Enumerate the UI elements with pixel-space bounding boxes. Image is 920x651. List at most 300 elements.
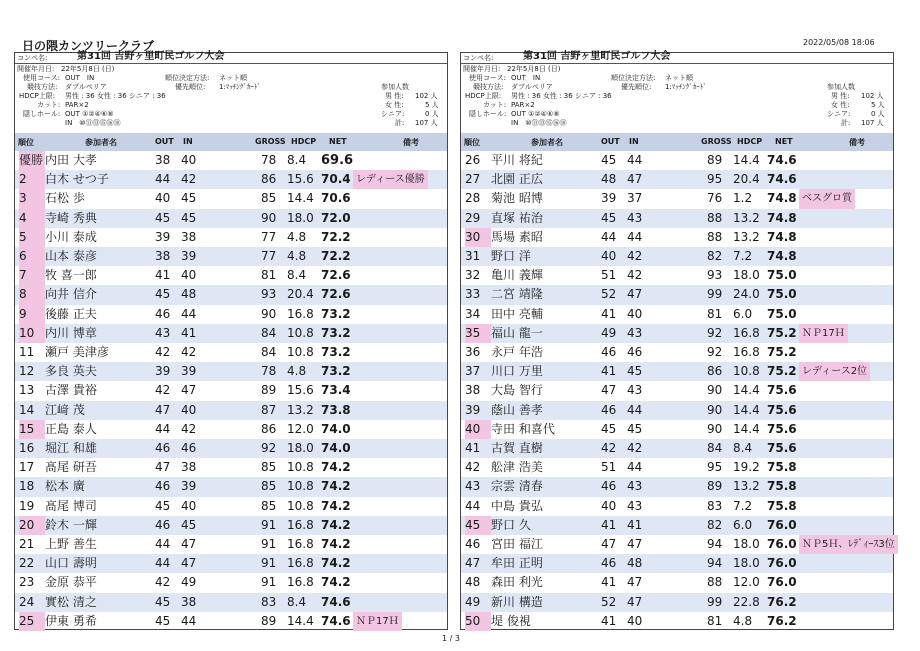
rank-cell: 13 xyxy=(19,383,35,398)
out-cell: 51 xyxy=(601,268,617,283)
hdcp-cell: 19.2 xyxy=(733,460,760,475)
name-cell: 後藤 正夫 xyxy=(45,306,97,321)
total-label: 計: xyxy=(841,119,851,127)
table-row xyxy=(15,401,447,420)
out-cell: 45 xyxy=(155,498,171,513)
table-row xyxy=(461,612,893,631)
rank-cell: 45 xyxy=(465,516,491,535)
net-cell: 75.2 xyxy=(767,364,797,379)
table-row xyxy=(15,362,447,381)
hdcp-cell: 13.2 xyxy=(287,402,314,417)
net-cell: 75.8 xyxy=(767,460,797,475)
competition-info xyxy=(461,53,893,133)
name-cell: 野口 洋 xyxy=(491,249,531,263)
format-value: ダブルペリア xyxy=(65,83,107,91)
out-cell: 45 xyxy=(601,153,617,167)
name-cell: 大島 智行 xyxy=(491,383,543,398)
table-row xyxy=(15,189,447,208)
net-cell: 73.2 xyxy=(321,306,351,321)
col-rank: 順位 xyxy=(464,138,480,147)
gross-cell: 86 xyxy=(707,364,723,379)
divider xyxy=(15,63,447,64)
net-cell: 74.0 xyxy=(321,441,351,455)
out-cell: 47 xyxy=(601,383,617,398)
table-row xyxy=(15,593,447,612)
table-row xyxy=(15,497,447,516)
hidden-out: OUT ①②④⑥⑧ xyxy=(65,110,114,118)
in-cell: 48 xyxy=(627,556,643,571)
table-row xyxy=(15,343,447,362)
out-cell: 46 xyxy=(601,479,617,494)
hdcp-cell: 16.8 xyxy=(287,306,314,321)
results-panel-right xyxy=(460,52,894,630)
hdcp-cell: 8.4 xyxy=(287,594,307,609)
net-cell: 74.2 xyxy=(321,479,351,494)
in-cell: 43 xyxy=(627,210,643,225)
table-row xyxy=(461,305,893,324)
rank-cell: 39 xyxy=(465,402,481,417)
hdcp-cell: 14.4 xyxy=(733,421,760,436)
rank-cell: 15 xyxy=(19,420,45,439)
table-header xyxy=(15,133,447,151)
net-cell: 75.8 xyxy=(767,479,797,494)
gross-cell: 92 xyxy=(261,441,277,455)
in-cell: 47 xyxy=(627,537,643,551)
table-row xyxy=(15,420,447,439)
col-name: 参加者名 xyxy=(85,138,117,147)
out-cell: 45 xyxy=(155,210,171,225)
table-row xyxy=(461,247,893,266)
in-cell: 40 xyxy=(181,153,197,167)
name-cell: 向井 信介 xyxy=(45,287,97,302)
out-cell: 44 xyxy=(155,172,171,187)
hdcp-cell: 16.8 xyxy=(287,537,314,551)
male-count: 102 人 xyxy=(861,92,884,100)
rank-cell: 10 xyxy=(19,324,45,343)
net-cell: 73.8 xyxy=(321,402,351,417)
name-cell: 中島 貴弘 xyxy=(491,498,543,513)
in-cell: 46 xyxy=(627,345,643,359)
hdcp-cell: 18.0 xyxy=(287,441,314,455)
out-cell: 46 xyxy=(155,479,171,494)
gross-cell: 88 xyxy=(707,229,723,244)
event-date: 22年5月8日 (日) xyxy=(507,65,561,73)
hdcp-cell: 18.0 xyxy=(733,268,760,283)
col-net: NET xyxy=(329,137,347,146)
hdcp-cell: 16.8 xyxy=(287,556,314,571)
gross-cell: 90 xyxy=(707,383,723,398)
net-cell: 75.0 xyxy=(767,306,797,321)
in-cell: 47 xyxy=(181,537,197,551)
out-cell: 40 xyxy=(155,191,171,206)
hdcp-label: HDCP上限: xyxy=(465,92,502,100)
net-cell: 69.6 xyxy=(321,153,354,168)
table-row xyxy=(15,324,447,343)
gross-cell: 86 xyxy=(261,421,277,436)
table-row xyxy=(461,458,893,477)
net-cell: 74.8 xyxy=(767,191,797,206)
name-cell: 田中 亮輔 xyxy=(491,306,543,321)
course-label: 使用コース: xyxy=(23,74,61,82)
female-label: 女 性: xyxy=(831,101,850,109)
rank-cell: 34 xyxy=(465,306,481,321)
hdcp-cell: 20.4 xyxy=(287,287,314,302)
gross-cell: 95 xyxy=(707,172,723,187)
rank-cell: 23 xyxy=(19,575,35,590)
net-cell: 74.8 xyxy=(767,249,797,263)
name-cell: 瀬戸 美津彦 xyxy=(45,345,109,359)
in-cell: 45 xyxy=(181,191,197,206)
male-label: 男 性: xyxy=(831,92,850,100)
gross-cell: 94 xyxy=(707,537,723,551)
net-cell: 74.2 xyxy=(321,537,351,551)
net-cell: 75.2 xyxy=(767,345,797,359)
hdcp-cell: 18.0 xyxy=(287,210,314,225)
rank-cell: 41 xyxy=(465,441,481,455)
in-cell: 44 xyxy=(627,229,643,244)
gross-cell: 77 xyxy=(261,229,277,244)
name-cell: 宮田 福江 xyxy=(491,537,543,551)
out-cell: 47 xyxy=(155,460,171,475)
table-row xyxy=(461,228,893,247)
rank-cell: 6 xyxy=(19,247,45,266)
gross-cell: 84 xyxy=(261,325,277,340)
in-cell: 42 xyxy=(181,172,197,187)
col-rank: 順位 xyxy=(18,138,34,147)
gross-cell: 91 xyxy=(261,517,277,532)
hdcp-cell: 7.2 xyxy=(733,498,753,513)
rank-cell: 46 xyxy=(465,537,481,551)
out-cell: 41 xyxy=(601,364,617,379)
col-hdcp: HDCP xyxy=(291,137,317,146)
table-row xyxy=(15,151,447,170)
gross-cell: 82 xyxy=(707,517,723,532)
net-cell: 75.6 xyxy=(767,421,797,436)
remarks-cell: ＮＰ17Ｈ xyxy=(353,612,402,631)
out-cell: 39 xyxy=(601,191,617,206)
in-cell: 49 xyxy=(181,575,197,590)
comp-name: 第31回 吉野ヶ里町民ゴルフ大会 xyxy=(77,51,225,62)
senior-count: 0 人 xyxy=(871,110,885,118)
net-cell: 72.6 xyxy=(321,268,351,283)
gross-cell: 85 xyxy=(261,460,277,475)
participants-label: 参加人数 xyxy=(827,83,855,91)
gross-cell: 85 xyxy=(261,191,277,206)
gross-cell: 85 xyxy=(261,479,277,494)
gross-cell: 99 xyxy=(707,594,723,609)
name-cell: 古賀 直樹 xyxy=(491,441,543,455)
hdcp-value: 男性 : 36 女性 : 36 シニア : 36 xyxy=(511,92,612,100)
hdcp-cell: 16.8 xyxy=(287,517,314,532)
hdcp-cell: 14.4 xyxy=(733,383,760,398)
senior-label: シニア: xyxy=(827,110,851,118)
club-name: 日の隈カンツリークラブ xyxy=(22,39,155,53)
gross-cell: 91 xyxy=(261,537,277,551)
table-row xyxy=(461,151,893,170)
rank-cell: 8 xyxy=(19,285,45,304)
female-label: 女 性: xyxy=(385,101,404,109)
out-cell: 40 xyxy=(601,498,617,513)
out-cell: 44 xyxy=(601,229,617,244)
total-label: 計: xyxy=(395,119,405,127)
participants-label: 参加人数 xyxy=(381,83,409,91)
rank-cell: 42 xyxy=(465,460,481,475)
col-hdcp: HDCP xyxy=(737,137,763,146)
hdcp-cell: 10.8 xyxy=(733,364,760,379)
hdcp-cell: 18.0 xyxy=(733,537,760,551)
net-cell: 74.2 xyxy=(321,460,351,475)
col-out: OUT xyxy=(155,137,174,146)
hidden-hole-label: 隠しホール: xyxy=(23,110,61,118)
total-count: 107 人 xyxy=(861,119,884,127)
in-cell: 38 xyxy=(181,460,197,475)
net-cell: 74.2 xyxy=(321,498,351,513)
hdcp-cell: 20.4 xyxy=(733,172,760,187)
out-cell: 46 xyxy=(601,402,617,417)
results-panel-left xyxy=(14,52,448,630)
name-cell: 伊東 勇希 xyxy=(45,613,97,628)
hdcp-cell: 14.4 xyxy=(733,153,760,167)
in-cell: 44 xyxy=(181,306,197,321)
gross-cell: 84 xyxy=(707,441,723,455)
rank-cell: 37 xyxy=(465,364,481,379)
cut-value: PAR×2 xyxy=(65,101,89,109)
net-cell: 74.6 xyxy=(321,594,351,609)
gross-cell: 93 xyxy=(707,268,723,283)
format-label: 競技方法: xyxy=(27,83,58,91)
gross-cell: 77 xyxy=(261,249,277,263)
rank-cell: 31 xyxy=(465,249,481,263)
female-count: 5 人 xyxy=(425,101,439,109)
out-cell: 52 xyxy=(601,287,617,302)
table-row xyxy=(461,170,893,189)
hdcp-cell: 4.8 xyxy=(287,229,307,244)
out-cell: 44 xyxy=(155,537,171,551)
out-cell: 42 xyxy=(155,345,171,359)
net-cell: 76.0 xyxy=(767,517,797,532)
out-cell: 47 xyxy=(601,537,617,551)
hdcp-cell: 22.8 xyxy=(733,594,760,609)
name-cell: 宗雲 清春 xyxy=(491,479,543,494)
rank-cell: 29 xyxy=(465,210,481,225)
name-cell: 牧 喜一郎 xyxy=(45,268,97,283)
out-cell: 51 xyxy=(601,460,617,475)
table-row xyxy=(15,266,447,285)
gross-cell: 78 xyxy=(261,364,277,379)
rank-cell: 14 xyxy=(19,402,35,417)
net-cell: 73.4 xyxy=(321,383,351,398)
course-label: 使用コース: xyxy=(469,74,507,82)
name-cell: 山本 泰彦 xyxy=(45,249,97,263)
hdcp-cell: 7.2 xyxy=(733,249,753,263)
table-row xyxy=(461,573,893,592)
name-cell: 堀江 和雄 xyxy=(45,441,97,455)
rank-cell: 32 xyxy=(465,268,481,283)
hdcp-cell: 10.8 xyxy=(287,460,314,475)
course-value: OUT IN xyxy=(65,74,95,82)
in-cell: 43 xyxy=(627,383,643,398)
net-cell: 73.2 xyxy=(321,325,351,340)
name-cell: 髙尾 博司 xyxy=(45,498,97,513)
gross-cell: 95 xyxy=(707,460,723,475)
rank-cell: 33 xyxy=(465,287,481,302)
hdcp-cell: 14.4 xyxy=(287,191,314,206)
hdcp-cell: 4.8 xyxy=(733,613,753,628)
gross-cell: 81 xyxy=(707,306,723,321)
rank-cell: 30 xyxy=(465,228,491,247)
table-row xyxy=(461,477,893,496)
priority-label: 優先順位: xyxy=(175,83,206,91)
name-cell: 直塚 祐治 xyxy=(491,210,543,225)
table-row xyxy=(15,554,447,573)
rank-cell: 38 xyxy=(465,383,481,398)
rank-cell: 12 xyxy=(19,364,35,379)
col-gross: GROSS xyxy=(701,137,732,146)
table-row xyxy=(461,209,893,228)
remarks-cell: ベスグロ賞 xyxy=(799,189,855,208)
in-cell: 47 xyxy=(181,556,197,571)
name-cell: 森田 利光 xyxy=(491,575,543,590)
rank-cell: 26 xyxy=(465,153,481,167)
out-cell: 42 xyxy=(155,383,171,398)
in-cell: 44 xyxy=(627,460,643,475)
name-cell: 内田 大孝 xyxy=(45,153,97,167)
hdcp-cell: 24.0 xyxy=(733,287,760,302)
net-cell: 73.2 xyxy=(321,364,351,379)
net-cell: 75.6 xyxy=(767,402,797,417)
name-cell: 福山 龍一 xyxy=(491,325,543,340)
in-cell: 46 xyxy=(181,441,197,455)
in-cell: 45 xyxy=(181,210,197,225)
rank-cell: 25 xyxy=(19,612,45,631)
format-value: ダブルペリア xyxy=(511,83,553,91)
table-row xyxy=(15,516,447,535)
in-cell: 44 xyxy=(627,402,643,417)
rank-cell: 47 xyxy=(465,556,481,571)
in-cell: 42 xyxy=(627,249,643,263)
table-row xyxy=(461,362,893,381)
rank-cell: 16 xyxy=(19,441,35,455)
in-cell: 43 xyxy=(627,325,643,340)
gross-cell: 83 xyxy=(261,594,277,609)
male-label: 男 性: xyxy=(385,92,404,100)
table-row xyxy=(15,170,447,189)
col-in: IN xyxy=(629,137,639,146)
net-cell: 75.0 xyxy=(767,287,797,302)
gross-cell: 91 xyxy=(261,556,277,571)
name-cell: 石松 歩 xyxy=(45,191,85,206)
gross-cell: 81 xyxy=(261,268,277,283)
out-cell: 41 xyxy=(155,268,171,283)
table-row xyxy=(461,266,893,285)
net-cell: 76.2 xyxy=(767,613,797,628)
hdcp-cell: 15.6 xyxy=(287,172,314,187)
in-cell: 45 xyxy=(627,364,643,379)
net-cell: 74.8 xyxy=(767,229,797,244)
rank-cell: 44 xyxy=(465,498,481,513)
gross-cell: 87 xyxy=(261,402,277,417)
table-row xyxy=(461,324,893,343)
out-cell: 42 xyxy=(601,441,617,455)
name-cell: 川口 万里 xyxy=(491,364,543,379)
in-cell: 45 xyxy=(627,421,643,436)
col-remarks: 備考 xyxy=(403,138,419,147)
table-row xyxy=(15,612,447,631)
col-remarks: 備考 xyxy=(849,138,865,147)
table-row xyxy=(461,189,893,208)
hdcp-cell: 13.2 xyxy=(733,479,760,494)
cut-label: カット: xyxy=(37,101,61,109)
in-cell: 42 xyxy=(627,268,643,283)
gross-cell: 76 xyxy=(707,191,723,206)
priority-label: 優先順位: xyxy=(621,83,652,91)
gross-cell: 91 xyxy=(261,575,277,590)
name-cell: 金原 恭平 xyxy=(45,575,97,590)
net-cell: 75.2 xyxy=(767,325,797,340)
net-cell: 75.8 xyxy=(767,498,797,513)
out-cell: 44 xyxy=(155,421,171,436)
net-cell: 76.2 xyxy=(767,594,797,609)
name-cell: 多良 英夫 xyxy=(45,364,97,379)
in-cell: 43 xyxy=(627,498,643,513)
hidden-out: OUT ①②④⑥⑧ xyxy=(511,110,560,118)
name-cell: 白木 せつ子 xyxy=(45,172,109,187)
in-cell: 42 xyxy=(181,345,197,359)
name-cell: 新川 構造 xyxy=(491,594,543,609)
rank-cell: 5 xyxy=(19,228,45,247)
hdcp-cell: 8.4 xyxy=(287,153,307,167)
table-row xyxy=(15,477,447,496)
hdcp-cell: 12.0 xyxy=(733,575,760,590)
table-row xyxy=(461,401,893,420)
net-cell: 74.6 xyxy=(321,613,351,628)
rank-cell: 36 xyxy=(465,345,481,359)
gross-cell: 92 xyxy=(707,325,723,340)
name-cell: 寺崎 秀典 xyxy=(45,210,97,225)
rank-cell: 43 xyxy=(465,479,481,494)
table-row xyxy=(461,439,893,458)
hdcp-cell: 4.8 xyxy=(287,249,307,263)
rank-cell: 優勝 xyxy=(19,151,45,170)
name-cell: 山口 壽明 xyxy=(45,556,97,571)
table-row xyxy=(15,573,447,592)
gross-cell: 89 xyxy=(261,613,277,628)
hdcp-cell: 1.2 xyxy=(733,191,753,206)
out-cell: 46 xyxy=(155,306,171,321)
out-cell: 41 xyxy=(601,613,617,628)
net-cell: 76.0 xyxy=(767,575,797,590)
in-cell: 41 xyxy=(627,517,643,532)
table-row xyxy=(15,381,447,400)
divider xyxy=(461,63,893,64)
rank-cell: 9 xyxy=(19,305,45,324)
page-number: 1 / 3 xyxy=(442,634,460,643)
table-row xyxy=(461,535,893,554)
gross-cell: 90 xyxy=(707,421,723,436)
net-cell: 70.4 xyxy=(321,172,351,187)
in-cell: 40 xyxy=(181,498,197,513)
rank-cell: 35 xyxy=(465,324,491,343)
comp-label: コンペ名: xyxy=(463,54,494,62)
hdcp-cell: 10.8 xyxy=(287,345,314,359)
net-cell: 74.2 xyxy=(321,517,351,532)
gross-cell: 99 xyxy=(707,287,723,302)
table-row xyxy=(15,285,447,304)
out-cell: 46 xyxy=(155,517,171,532)
name-cell: 松本 廣 xyxy=(45,479,85,494)
table-row xyxy=(15,439,447,458)
net-cell: 76.0 xyxy=(767,556,797,571)
